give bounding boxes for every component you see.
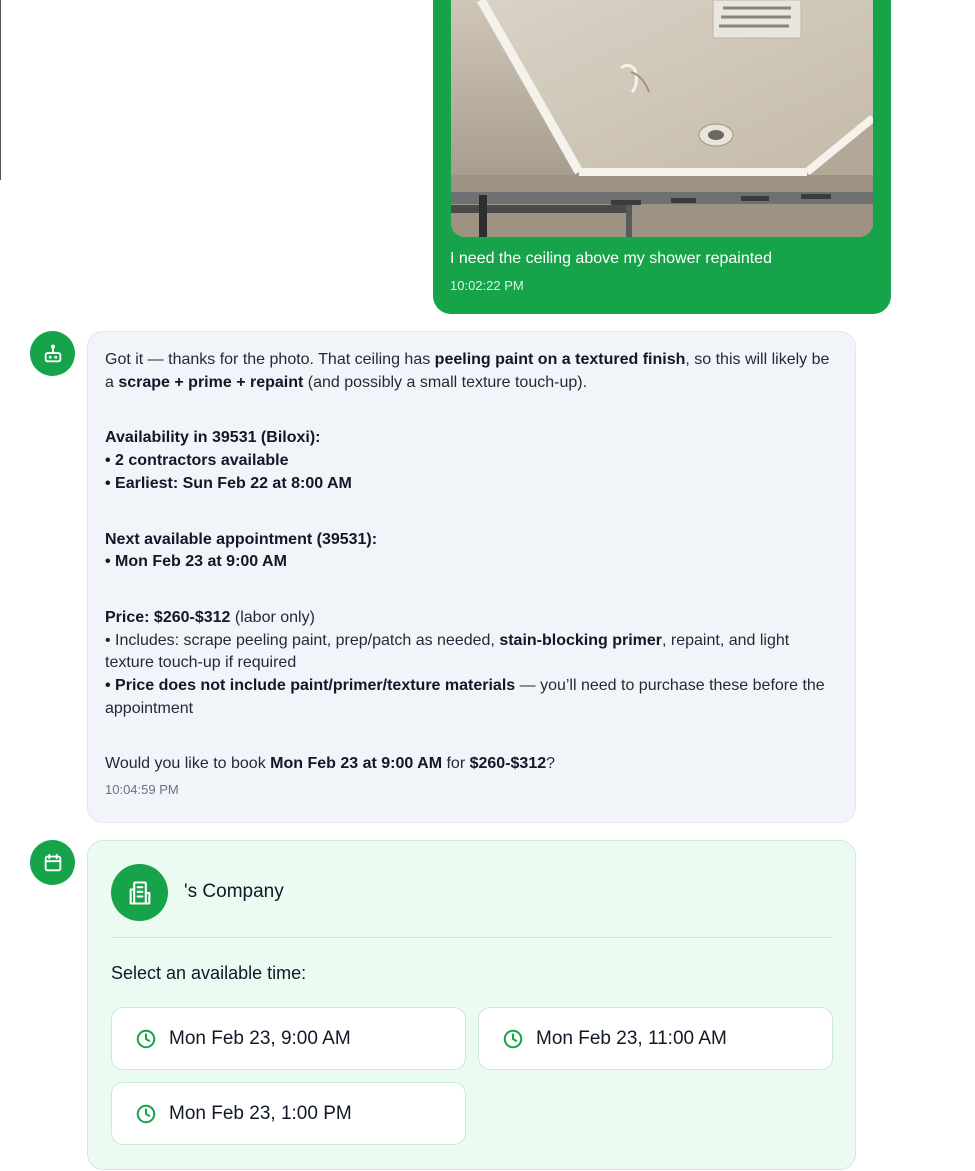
user-message-time: 10:02:22 PM [450, 278, 524, 293]
next-appointment-heading: Next available appointment (39531): [105, 530, 378, 548]
availability-item: • Earliest: Sun Feb 22 at 8:00 AM [105, 474, 352, 492]
building-icon [126, 879, 154, 907]
user-message-bubble [433, 0, 891, 314]
assistant-avatar [30, 331, 75, 376]
clock-icon [135, 1103, 157, 1125]
window-edge [0, 0, 1, 180]
next-appointment-item: • Mon Feb 23 at 9:00 AM [105, 553, 287, 571]
booking-avatar [30, 840, 75, 885]
next-appointment-section [105, 529, 838, 574]
booking-question: Would you like to book Mon Feb 23 at 9:00 AM for $260-$312? [105, 755, 556, 773]
availability-section [105, 427, 838, 495]
divider [111, 937, 833, 938]
time-slot-button[interactable] [111, 1007, 466, 1070]
assistant-message-time: 10:04:59 PM [105, 782, 179, 798]
time-slot-button[interactable] [478, 1007, 833, 1070]
assistant-message-bubble [87, 331, 856, 823]
ceiling-photo [451, 0, 873, 237]
availability-heading: Availability in 39531 (Biloxi): [105, 429, 321, 447]
company-avatar [111, 864, 168, 921]
user-message-text: I need the ceiling above my shower repainted [450, 250, 772, 267]
time-slot-label: Mon Feb 23, 11:00 AM [536, 1027, 727, 1049]
price-label: Price: $260-$312 [105, 608, 231, 626]
robot-icon [42, 343, 64, 365]
time-slot-label: Mon Feb 23, 9:00 AM [169, 1027, 351, 1049]
attached-photo[interactable] [451, 0, 873, 237]
clock-icon [135, 1028, 157, 1050]
calendar-icon [42, 852, 64, 874]
price-section: Price: $260-$312 (labor only) • Includes: scrape peeling paint, prep/patch as needed, stain-blocking primer, repaint, and light texture touch-up if required • Price does not include paint/primer/texture materials — you’ll need to purchase these before the appointment [105, 608, 825, 717]
time-slot-label: Mon Feb 23, 1:00 PM [169, 1102, 352, 1124]
company-name: 's Company [184, 881, 284, 902]
select-time-label: Select an available time: [111, 963, 307, 983]
availability-item: • 2 contractors available [105, 452, 289, 470]
clock-icon [502, 1028, 524, 1050]
assistant-intro: Got it — thanks for the photo. That ceiling has peeling paint on a textured finish, so this will likely be a scrape + prime + repaint (and possibly a small texture touch-up). [105, 351, 830, 391]
time-slot-button[interactable] [111, 1082, 466, 1145]
booking-card [87, 840, 856, 1170]
